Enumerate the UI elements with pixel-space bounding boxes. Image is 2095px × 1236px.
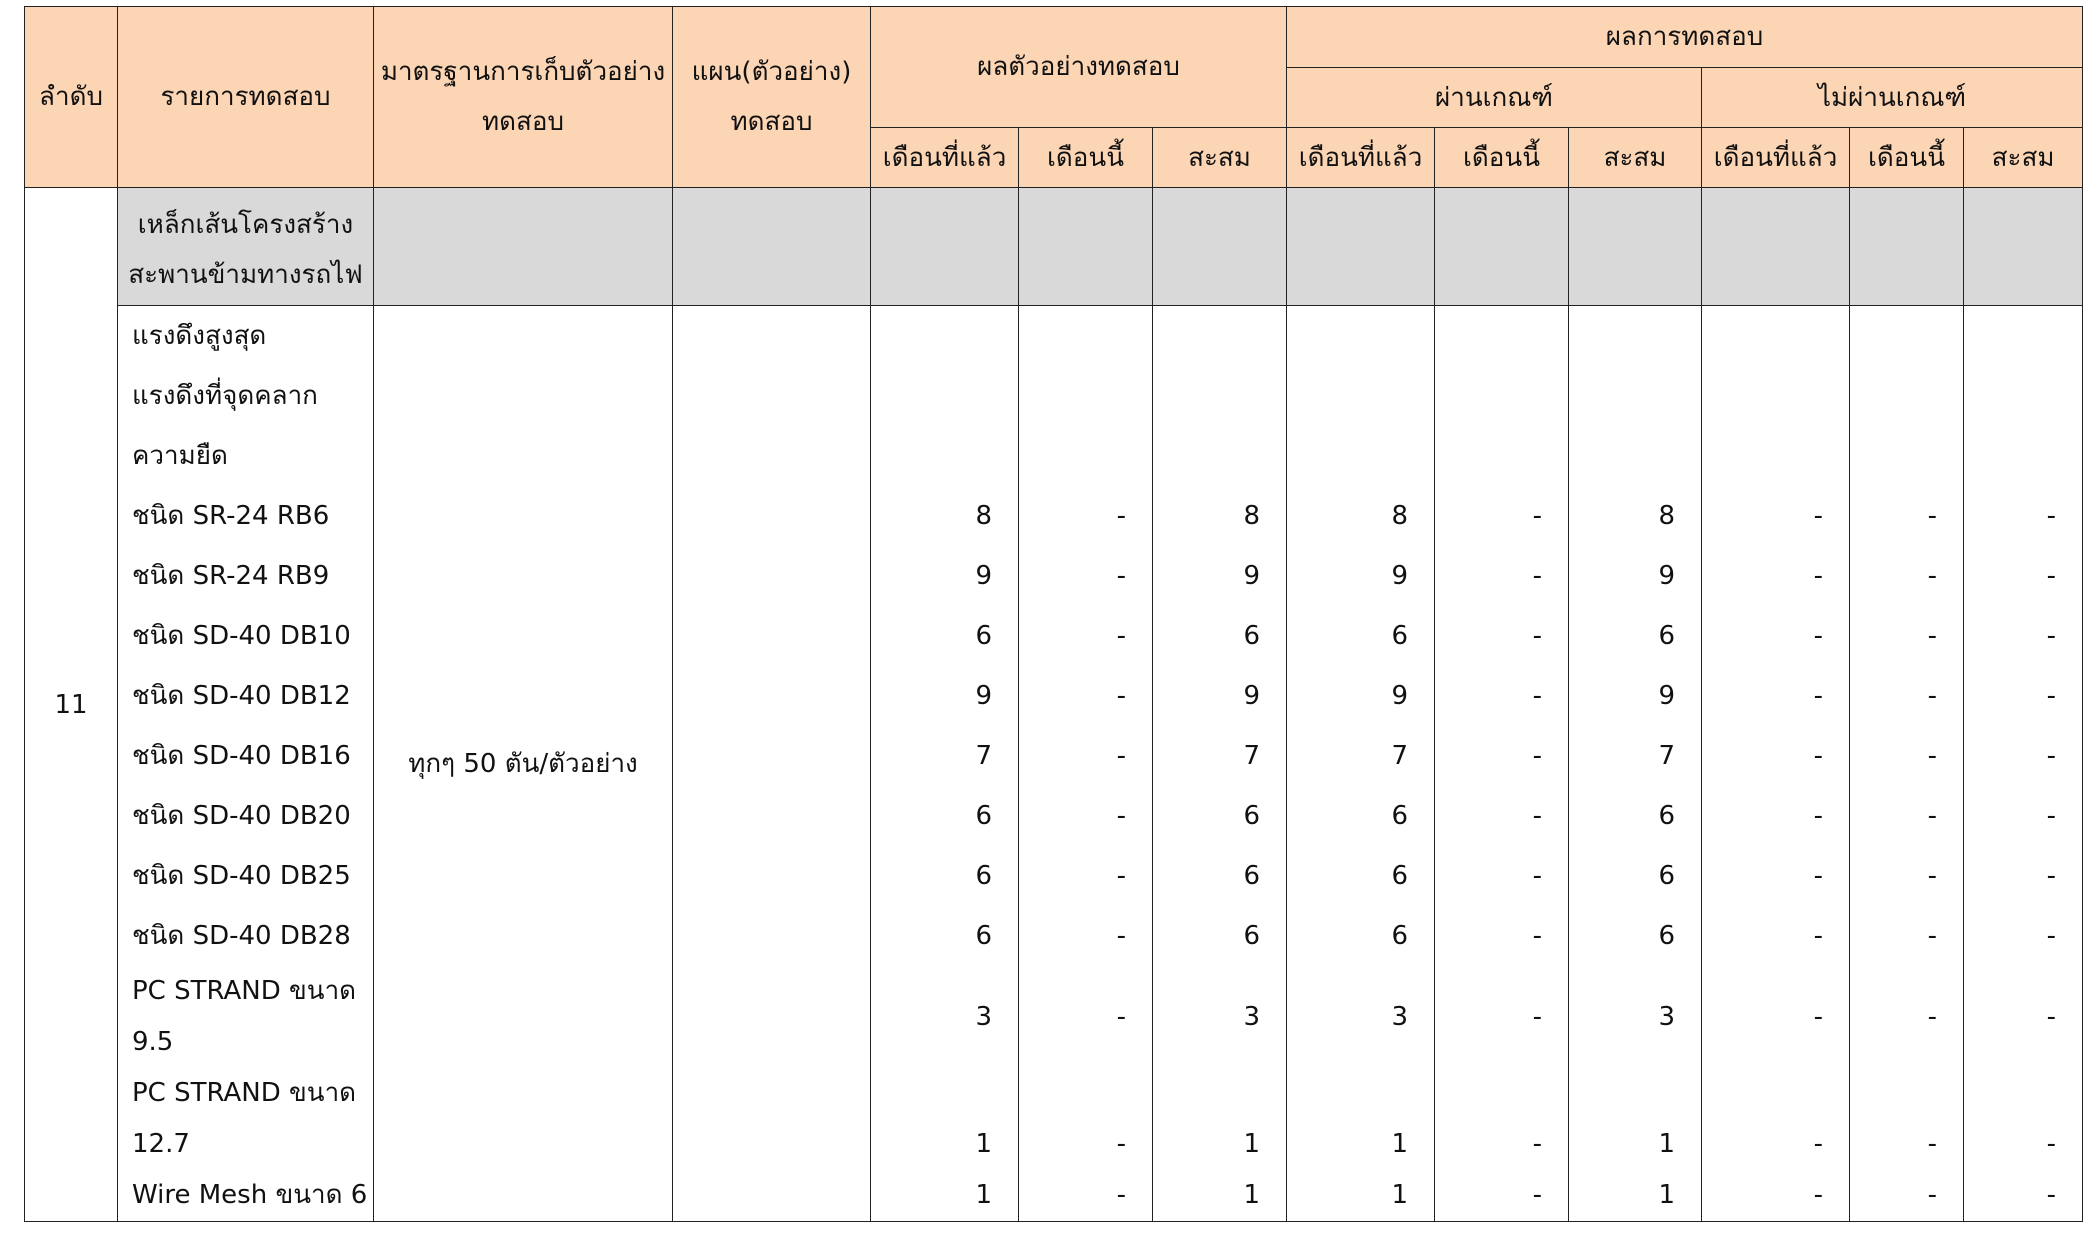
value-cell: 7 [1658, 741, 1675, 771]
value-cell: - [1813, 681, 1823, 711]
value-cell: 6 [975, 621, 992, 651]
header-pass: ผ่านเกณฑ์ [1287, 68, 1702, 128]
value-cell: - [1813, 1002, 1823, 1032]
value-cell: - [1927, 681, 1937, 711]
value-cell: 1 [1243, 1129, 1260, 1159]
value-cell: 6 [975, 921, 992, 951]
value-cell: - [2046, 1002, 2057, 1032]
value-cell: - [2046, 501, 2057, 531]
group-standard-empty [374, 188, 673, 306]
value-cell: 9 [975, 561, 992, 591]
header-plan-line2: ทดสอบ [730, 107, 813, 137]
test-item: PC STRAND ขนาด [132, 976, 357, 1006]
header-test-items: รายการทดสอบ [118, 7, 374, 188]
value-cell: 6 [975, 801, 992, 831]
value-cell: - [1927, 501, 1937, 531]
property-item: แรงดึงที่จุดคลาก [132, 381, 318, 411]
value-cell: - [1116, 561, 1126, 591]
col-fail-cumulative [1964, 306, 2083, 1222]
header-pass-last-month: เดือนที่แล้ว [1287, 128, 1435, 188]
value-cell: - [1116, 1002, 1126, 1032]
value-cell: 7 [1243, 741, 1260, 771]
value-cell: 6 [1243, 621, 1260, 651]
value-cell: 7 [975, 741, 992, 771]
value-cell: 6 [1658, 621, 1675, 651]
header-pass-this-month: เดือนนี้ [1435, 128, 1569, 188]
test-item: 9.5 [132, 1027, 174, 1057]
header-fail-this-month: เดือนนี้ [1850, 128, 1964, 188]
value-cell: - [1813, 1180, 1823, 1210]
value-cell: - [1116, 921, 1126, 951]
header-fail: ไม่ผ่านเกณฑ์ [1702, 68, 2083, 128]
value-cell: 1 [1658, 1180, 1675, 1210]
value-cell: 8 [1658, 501, 1675, 531]
value-cell: - [1813, 921, 1823, 951]
test-item: ชนิด SD-40 DB10 [132, 621, 351, 651]
value-cell: 1 [975, 1129, 992, 1159]
value-cell: - [1116, 801, 1126, 831]
group-seq: 11 [25, 188, 118, 1222]
value-cell: - [1927, 861, 1937, 891]
test-item: 12.7 [132, 1129, 190, 1159]
header-sample-this-month: เดือนนี้ [1019, 128, 1153, 188]
value-cell: - [2046, 561, 2057, 591]
value-cell: - [1927, 1180, 1937, 1210]
value-cell: - [2046, 1180, 2057, 1210]
test-item: ชนิด SR-24 RB6 [132, 501, 330, 531]
value-cell: 9 [1243, 561, 1260, 591]
value-cell: - [1532, 681, 1542, 711]
value-cell: - [1116, 741, 1126, 771]
value-cell: - [1813, 1129, 1823, 1159]
value-cell: - [1116, 1180, 1126, 1210]
value-cell: 3 [1391, 1002, 1408, 1032]
header-sample-last-month: เดือนที่แล้ว [871, 128, 1019, 188]
test-item: Wire Mesh ขนาด 6 [132, 1180, 368, 1210]
standard-cell: ทุกๆ 50 ตัน/ตัวอย่าง [374, 306, 673, 1222]
value-cell: - [1927, 561, 1937, 591]
value-cell: 1 [1391, 1180, 1408, 1210]
test-item: ชนิด SD-40 DB25 [132, 861, 351, 891]
value-cell: 6 [1243, 861, 1260, 891]
value-cell: - [1532, 1129, 1542, 1159]
value-cell: 6 [1658, 861, 1675, 891]
header-plan [673, 7, 871, 188]
value-cell: 6 [1391, 861, 1408, 891]
value-cell: - [1813, 561, 1823, 591]
value-cell: - [2046, 921, 2057, 951]
value-cell: 1 [1391, 1129, 1408, 1159]
value-cell: - [1532, 1002, 1542, 1032]
test-item: ชนิด SD-40 DB12 [132, 681, 351, 711]
property-item: ความยืด [132, 441, 228, 471]
value-cell: - [1116, 1129, 1126, 1159]
header-standard-line2: ทดสอบ [481, 107, 564, 137]
value-cell: 8 [975, 501, 992, 531]
group-title-line1: เหล็กเส้นโครงสร้าง [137, 210, 354, 240]
value-cell: 8 [1391, 501, 1408, 531]
value-cell: 9 [1658, 681, 1675, 711]
test-item: ชนิด SR-24 RB9 [132, 561, 330, 591]
col-pass-this-month [1435, 306, 1569, 1222]
value-cell: - [1116, 501, 1126, 531]
header-seq: ลำดับ [25, 7, 118, 188]
header-pass-cumulative: สะสม [1569, 128, 1702, 188]
header-sample-results: ผลตัวอย่างทดสอบ [871, 7, 1287, 128]
value-cell: - [1532, 561, 1542, 591]
col-pass-cumulative [1569, 306, 1702, 1222]
test-item: PC STRAND ขนาด [132, 1078, 357, 1108]
value-cell: - [1927, 741, 1937, 771]
value-cell: - [1116, 861, 1126, 891]
value-cell: - [1532, 861, 1542, 891]
test-results-table [24, 6, 2083, 1222]
group-title-line2: สะพานข้ามทางรถไฟ [128, 260, 363, 290]
value-cell: 9 [1391, 561, 1408, 591]
value-cell: 3 [1243, 1002, 1260, 1032]
value-cell: 9 [1243, 681, 1260, 711]
header-standard [374, 7, 673, 188]
col-pass-last-month [1287, 306, 1435, 1222]
value-cell: - [1927, 801, 1937, 831]
value-cell: - [1116, 621, 1126, 651]
value-cell: 3 [1658, 1002, 1675, 1032]
value-cell: 6 [1243, 921, 1260, 951]
header-test-results: ผลการทดสอบ [1287, 7, 2083, 68]
value-cell: - [2046, 801, 2057, 831]
group-title [118, 188, 374, 306]
value-cell: - [1532, 501, 1542, 531]
value-cell: 1 [975, 1180, 992, 1210]
value-cell: - [1532, 621, 1542, 651]
value-cell: - [1116, 681, 1126, 711]
value-cell: 6 [1391, 921, 1408, 951]
group-detail-row [25, 306, 2083, 1222]
value-cell: - [1813, 861, 1823, 891]
value-cell: - [2046, 861, 2057, 891]
value-cell: 3 [975, 1002, 992, 1032]
header-sample-cumulative: สะสม [1153, 128, 1287, 188]
value-cell: 6 [1243, 801, 1260, 831]
value-cell: 9 [1391, 681, 1408, 711]
value-cell: - [2046, 741, 2057, 771]
value-cell: - [1813, 801, 1823, 831]
value-cell: 6 [1391, 621, 1408, 651]
value-cell: 6 [975, 861, 992, 891]
value-cell: 7 [1391, 741, 1408, 771]
value-cell: 6 [1391, 801, 1408, 831]
property-item: แรงดึงสูงสุด [132, 321, 267, 351]
value-cell: - [2046, 621, 2057, 651]
header-standard-line1: มาตรฐานการเก็บตัวอย่าง [380, 57, 666, 87]
value-cell: - [1813, 501, 1823, 531]
test-item: ชนิด SD-40 DB28 [132, 921, 351, 951]
header-fail-last-month: เดือนที่แล้ว [1702, 128, 1850, 188]
value-cell: - [1532, 801, 1542, 831]
value-cell: - [1813, 741, 1823, 771]
value-cell: - [1813, 621, 1823, 651]
plan-cell [673, 306, 871, 1222]
value-cell: 8 [1243, 501, 1260, 531]
header-plan-line1: แผน(ตัวอย่าง) [691, 57, 852, 87]
value-cell: - [1532, 741, 1542, 771]
value-cell: 9 [1658, 561, 1675, 591]
test-item: ชนิด SD-40 DB20 [132, 801, 351, 831]
value-cell: - [1532, 921, 1542, 951]
value-cell: - [1927, 1129, 1937, 1159]
value-cell: - [2046, 1129, 2057, 1159]
value-cell: - [2046, 681, 2057, 711]
group-plan-empty [673, 188, 871, 306]
col-sample-cumulative [1153, 306, 1287, 1222]
value-cell: 6 [1658, 921, 1675, 951]
value-cell: - [1927, 1002, 1937, 1032]
value-cell: 9 [975, 681, 992, 711]
test-item: ชนิด SD-40 DB16 [132, 741, 351, 771]
group-title-row [25, 188, 2083, 306]
col-sample-this-month [1019, 306, 1153, 1222]
col-fail-this-month [1850, 306, 1964, 1222]
col-fail-last-month [1702, 306, 1850, 1222]
value-cell: - [1532, 1180, 1542, 1210]
value-cell: 6 [1658, 801, 1675, 831]
header-fail-cumulative: สะสม [1964, 128, 2083, 188]
value-cell: - [1927, 621, 1937, 651]
value-cell: 1 [1243, 1180, 1260, 1210]
value-cell: - [1927, 921, 1937, 951]
value-cell: 1 [1658, 1129, 1675, 1159]
test-items-cell [118, 306, 374, 1222]
col-sample-last-month [871, 306, 1019, 1222]
